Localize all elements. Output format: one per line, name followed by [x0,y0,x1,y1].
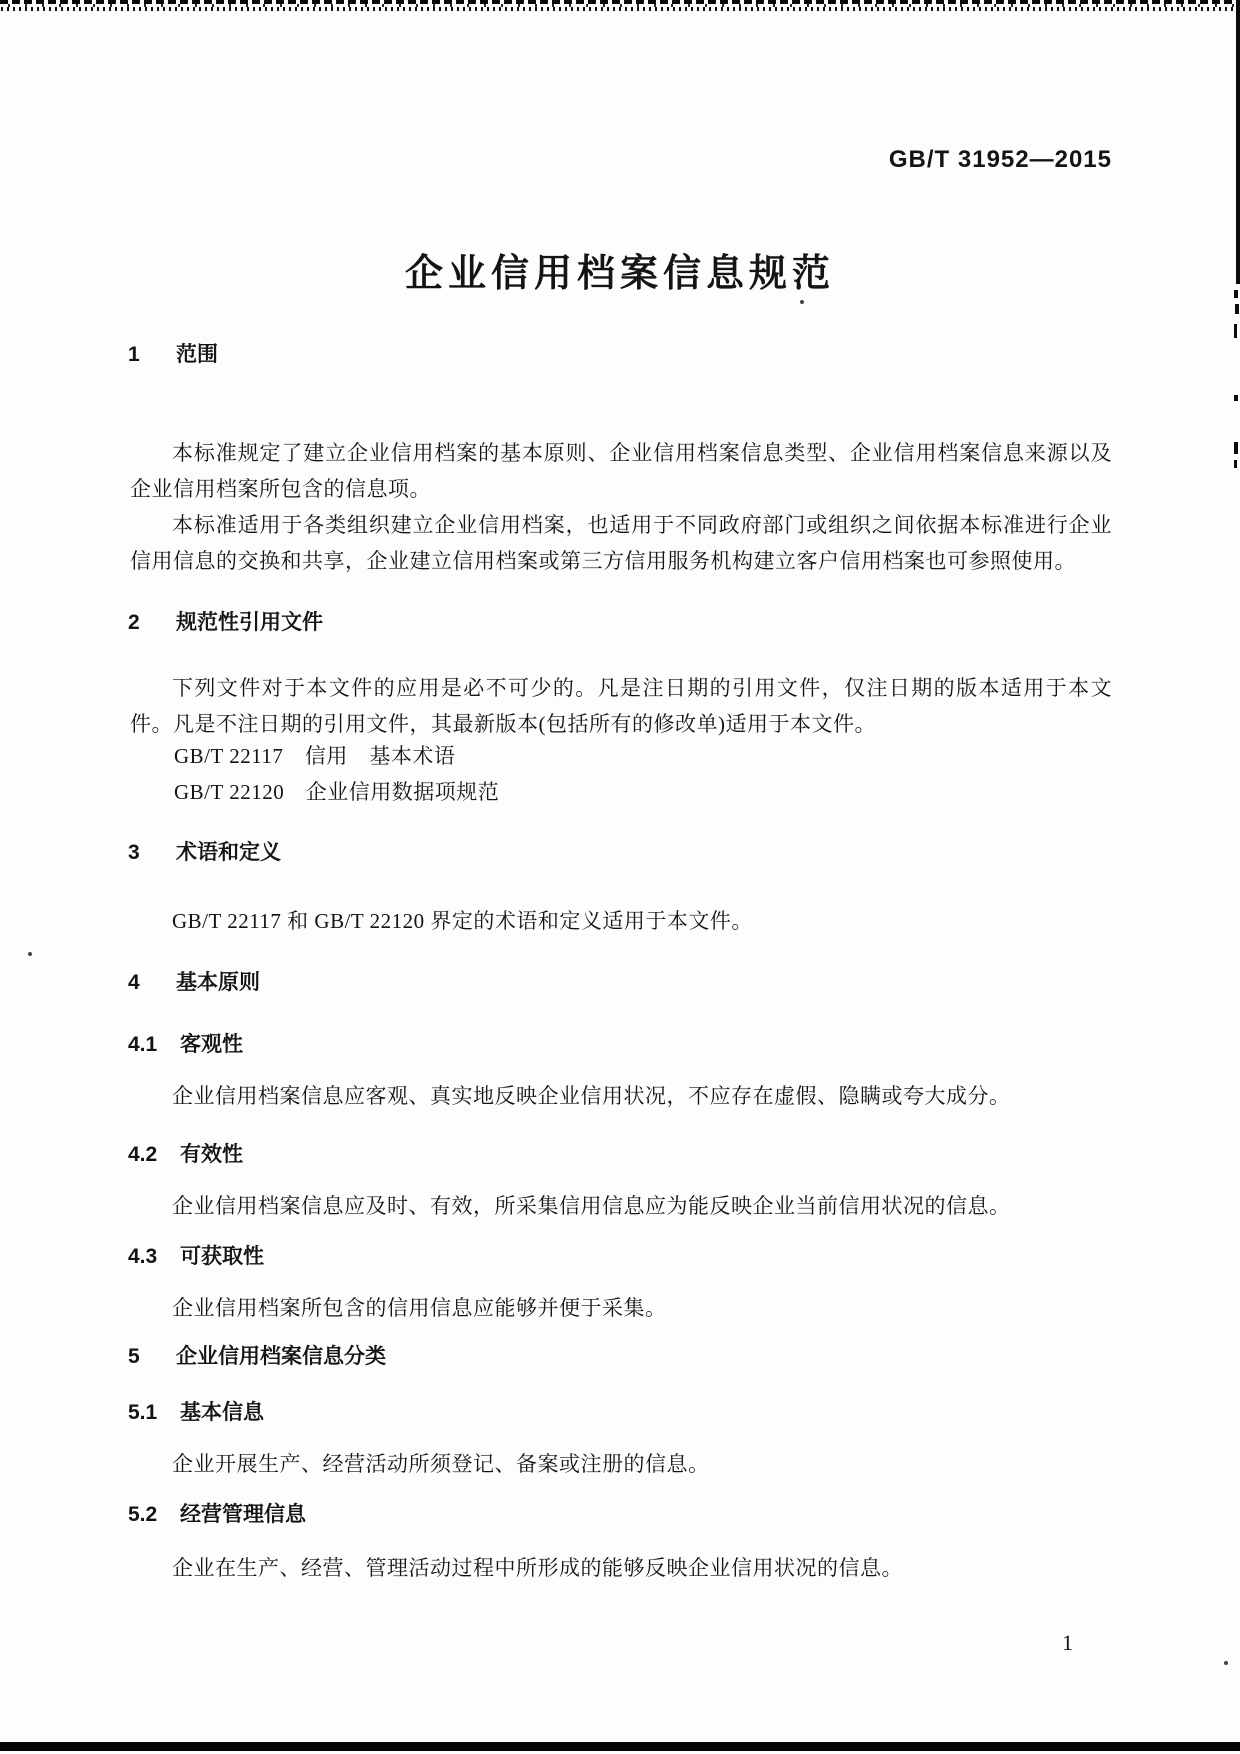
section-title: 有效性 [180,1143,243,1166]
scan-speck [1234,442,1238,454]
section-4-2-paragraph: 企业信用档案信息应及时、有效，所采集信用信息应为能反映企业当前信用状况的信息。 [172,1194,1011,1218]
section-5-heading [128,1340,386,1370]
scan-speck [1234,324,1237,338]
section-title: 规范性引用文件 [176,611,323,634]
normative-reference-2: GB/T 22120 企业信用数据项规范 [174,780,500,804]
scan-speck [1234,460,1237,468]
standard-code: GB/T 31952—2015 [888,146,1112,173]
section-title: 企业信用档案信息分类 [176,1345,386,1368]
section-4-3-paragraph: 企业信用档案所包含的信用信息应能够并便于采集。 [172,1296,667,1320]
section-1-paragraph-1: 本标准规定了建立企业信用档案的基本原则、企业信用档案信息类型、企业信用档案信息来源以及企业信用档案所包含的信息项。 [130,441,1112,501]
section-number: 2 [128,611,140,634]
section-title: 基本原则 [176,971,260,994]
section-4-1-paragraph: 企业信用档案信息应客观、真实地反映企业信用状况，不应存在虚假、隐瞒或夸大成分。 [172,1084,1011,1108]
section-title: 范围 [176,343,218,366]
scan-bottom-edge-line [0,1742,1240,1751]
scan-speck [28,952,32,956]
section-3-heading [128,836,281,866]
section-number: 4.1 [128,1033,158,1056]
section-number: 5 [128,1345,140,1368]
scan-noise-top-edge [0,0,1240,11]
section-4-2-heading [128,1138,243,1168]
section-5-1-paragraph: 企业开展生产、经营活动所须登记、备案或注册的信息。 [172,1452,710,1476]
document-title: 企业信用档案信息规范 [404,253,835,295]
section-4-3-heading [128,1240,264,1270]
section-4-1-heading [128,1028,243,1058]
section-number: 4.2 [128,1143,158,1166]
section-5-1-heading [128,1396,264,1426]
section-2-paragraph-1: 下列文件对于本文件的应用是必不可少的。凡是注日期的引用文件，仅注日期的版本适用于本文件。凡是不注日期的引用文件，其最新版本(包括所有的修改单)适用于本文件。 [130,676,1112,736]
section-number: 4.3 [128,1245,158,1268]
section-5-2-paragraph: 企业在生产、经营、管理活动过程中所形成的能够反映企业信用状况的信息。 [172,1556,903,1580]
section-number: 5.2 [128,1503,158,1526]
section-number: 1 [128,343,140,366]
section-4-heading [128,966,260,996]
section-3-paragraph-1: GB/T 22117 和 GB/T 22120 界定的术语和定义适用于本文件。 [172,909,753,933]
section-title: 客观性 [180,1033,243,1056]
scan-speck [800,300,804,304]
normative-reference-1: GB/T 22117 信用 基本术语 [174,744,456,768]
section-title: 术语和定义 [176,841,281,864]
page-number: 1 [1062,1630,1073,1655]
scan-speck [1235,304,1239,314]
section-1-heading [128,338,218,368]
section-2-heading [128,606,323,636]
scan-speck [1224,1661,1228,1665]
section-title: 经营管理信息 [180,1503,306,1526]
section-title: 基本信息 [180,1401,264,1424]
section-5-2-heading [128,1498,306,1528]
section-1-paragraph-2: 本标准适用于各类组织建立企业信用档案，也适用于不同政府部门或组织之间依据本标准进行企业信用信息的交换和共享，企业建立信用档案或第三方信用服务机构建立客户信用档案也可参照使用。 [130,513,1112,573]
scan-speck [1234,395,1238,401]
section-number: 5.1 [128,1401,158,1424]
section-number: 3 [128,841,140,864]
section-number: 4 [128,971,140,994]
section-title: 可获取性 [180,1245,264,1268]
